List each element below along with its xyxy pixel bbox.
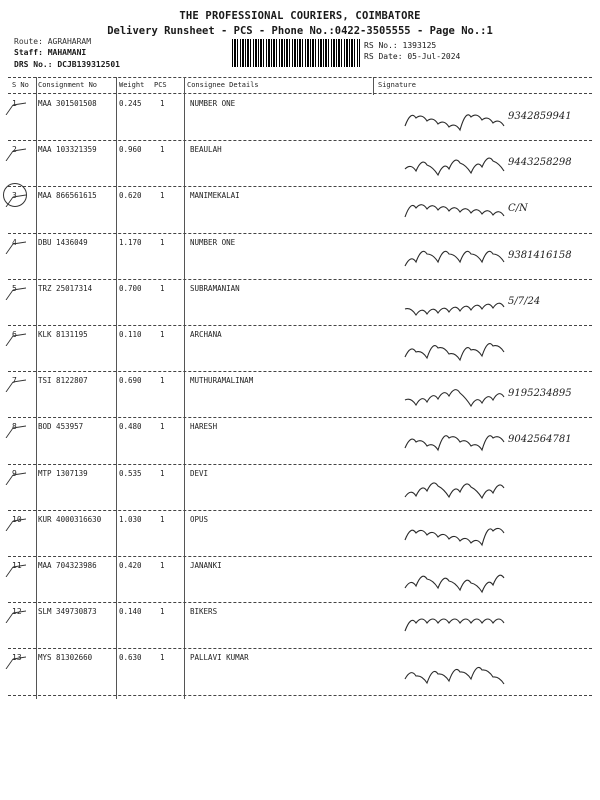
signature-scribble xyxy=(405,521,585,561)
col-header-pcs: PCS xyxy=(154,81,167,89)
row-consignee: MANIMEKALAI xyxy=(190,191,240,201)
signature-scribble xyxy=(405,659,585,699)
row-pcs: 1 xyxy=(160,468,165,478)
handwritten-note: 5/7/24 xyxy=(508,295,541,307)
row-weight: 0.630 xyxy=(119,653,142,663)
row-weight: 0.245 xyxy=(119,99,142,108)
row-weight: 0.110 xyxy=(119,330,142,339)
signature-scribble xyxy=(405,336,585,376)
route-label: Route: AGRAHARAM xyxy=(14,37,92,46)
row-sno: 11 xyxy=(12,561,22,570)
row-consignment-no: MTP 1307139 xyxy=(38,468,88,478)
row-consignee: BIKERS xyxy=(190,607,218,617)
row-consignee: HARESH xyxy=(190,422,218,432)
row-sno: 13 xyxy=(12,653,22,663)
row-sno: 4 xyxy=(12,237,17,247)
col-header-weight: Weight xyxy=(119,81,145,89)
row-consignment-no: BOD 453957 xyxy=(38,422,84,432)
signature-scribble xyxy=(405,197,585,237)
row-consignment-no: MYS 81302660 xyxy=(38,653,93,663)
row-weight: 0.690 xyxy=(119,376,142,386)
pen-tick-mark xyxy=(4,468,26,485)
row-consignee: DEVI xyxy=(190,468,209,478)
row-sno: 12 xyxy=(12,607,22,617)
row-weight: 0.535 xyxy=(119,468,142,478)
row-consignee: JANANKI xyxy=(190,561,222,570)
row-pcs: 1 xyxy=(160,514,165,524)
pen-tick-mark xyxy=(4,424,26,438)
row-sno: 1 xyxy=(12,99,17,108)
row-sno: 6 xyxy=(12,330,17,339)
pen-tick-mark xyxy=(4,378,26,392)
handwritten-note: 9381416158 xyxy=(508,249,572,261)
col-header-consignee: Consignee Details xyxy=(187,81,259,89)
pen-tick-mark xyxy=(4,332,26,346)
row-sno: 5 xyxy=(12,283,17,293)
pen-tick-mark xyxy=(4,237,26,254)
runsheet-subtitle: Delivery Runsheet - PCS - Phone No.:0422-3505555 - Page No.:1 xyxy=(107,25,493,37)
staff-label: Staff: MAHAMANI xyxy=(14,48,87,57)
rs-date: RS Date: 05-Jul-2024 xyxy=(364,52,461,61)
pen-tick-mark xyxy=(4,514,26,531)
row-consignment-no: SLM 349730873 xyxy=(38,607,97,617)
row-weight: 0.960 xyxy=(119,145,142,155)
signature-scribble xyxy=(405,613,585,653)
row-pcs: 1 xyxy=(160,422,165,432)
row-consignee: PALLAVI KUMAR xyxy=(190,653,249,663)
row-weight: 0.620 xyxy=(119,191,142,201)
col-header-sno: S No xyxy=(12,81,29,89)
row-consignee: SUBRAMANIAN xyxy=(190,283,240,293)
row-weight: 0.700 xyxy=(119,283,142,293)
row-consignment-no: MAA 103321359 xyxy=(38,145,97,155)
row-weight: 1.030 xyxy=(119,514,142,524)
row-consignment-no: TRZ 25017314 xyxy=(38,283,93,293)
row-consignee: MUTHURAMALINAM xyxy=(190,376,254,386)
column-divider xyxy=(116,77,117,699)
row-weight: 1.170 xyxy=(119,237,142,247)
signature-scribble xyxy=(405,290,585,330)
row-weight: 0.140 xyxy=(119,607,142,617)
row-pcs: 1 xyxy=(160,191,165,201)
row-consignment-no: MAA 866561615 xyxy=(38,191,97,201)
pen-tick-mark xyxy=(4,609,26,623)
row-consignment-no: MAA 704323986 xyxy=(38,561,97,570)
rs-number: RS No.: 1393125 xyxy=(364,41,437,50)
row-pcs: 1 xyxy=(160,376,165,386)
col-header-consignment: Consignment No xyxy=(38,81,98,89)
handwritten-note: 9443258298 xyxy=(508,157,572,169)
signature-scribble xyxy=(405,475,585,515)
row-pcs: 1 xyxy=(160,607,165,617)
signature-scribble xyxy=(405,567,585,607)
row-sno: 8 xyxy=(12,422,17,432)
row-consignment-no: KLK 8131195 xyxy=(38,330,88,339)
row-pcs: 1 xyxy=(160,561,165,570)
row-consignee: BEAULAH xyxy=(190,145,222,155)
row-pcs: 1 xyxy=(160,237,165,247)
column-divider xyxy=(373,77,374,95)
column-divider xyxy=(184,77,185,699)
pen-tick-mark xyxy=(4,147,26,161)
row-pcs: 1 xyxy=(160,653,165,663)
row-consignment-no: TSI 8122807 xyxy=(38,376,88,386)
row-weight: 0.420 xyxy=(119,561,142,570)
handwritten-note: C/N xyxy=(508,203,528,215)
row-consignee: OPUS xyxy=(190,514,209,524)
row-sno: 9 xyxy=(12,468,17,478)
barcode-image xyxy=(232,39,360,67)
row-sno: 2 xyxy=(12,145,17,155)
row-consignment-no: MAA 301501508 xyxy=(38,99,97,108)
row-consignee: NUMBER ONE xyxy=(190,237,236,247)
header-bottom-rule xyxy=(8,93,592,94)
handwritten-circle-mark xyxy=(3,183,27,207)
row-pcs: 1 xyxy=(160,99,165,108)
pen-tick-mark xyxy=(4,563,26,577)
row-consignee: NUMBER ONE xyxy=(190,99,236,108)
company-title: THE PROFESSIONAL COURIERS, COIMBATORE xyxy=(179,10,421,22)
column-divider xyxy=(36,77,37,699)
row-consignee: ARCHANA xyxy=(190,330,222,339)
row-pcs: 1 xyxy=(160,283,165,293)
pen-tick-mark xyxy=(4,101,26,115)
pen-tick-mark xyxy=(4,283,26,300)
header-top-rule xyxy=(8,77,592,78)
row-sno: 3 xyxy=(12,191,17,201)
row-pcs: 1 xyxy=(160,330,165,339)
row-weight: 0.480 xyxy=(119,422,142,432)
handwritten-note: 9195234895 xyxy=(508,388,572,400)
col-header-signature: Signature xyxy=(378,81,416,89)
handwritten-note: 9042564781 xyxy=(508,434,572,446)
drs-number: DRS No.: DCJB139312501 xyxy=(14,60,120,69)
row-pcs: 1 xyxy=(160,145,165,155)
pen-tick-mark xyxy=(4,655,26,669)
row-consignment-no: DBU 1436049 xyxy=(38,237,88,247)
row-sno: 10 xyxy=(12,514,22,524)
row-consignment-no: KUR 4000316630 xyxy=(38,514,102,524)
row-sno: 7 xyxy=(12,376,17,386)
handwritten-note: 9342859941 xyxy=(508,111,572,122)
